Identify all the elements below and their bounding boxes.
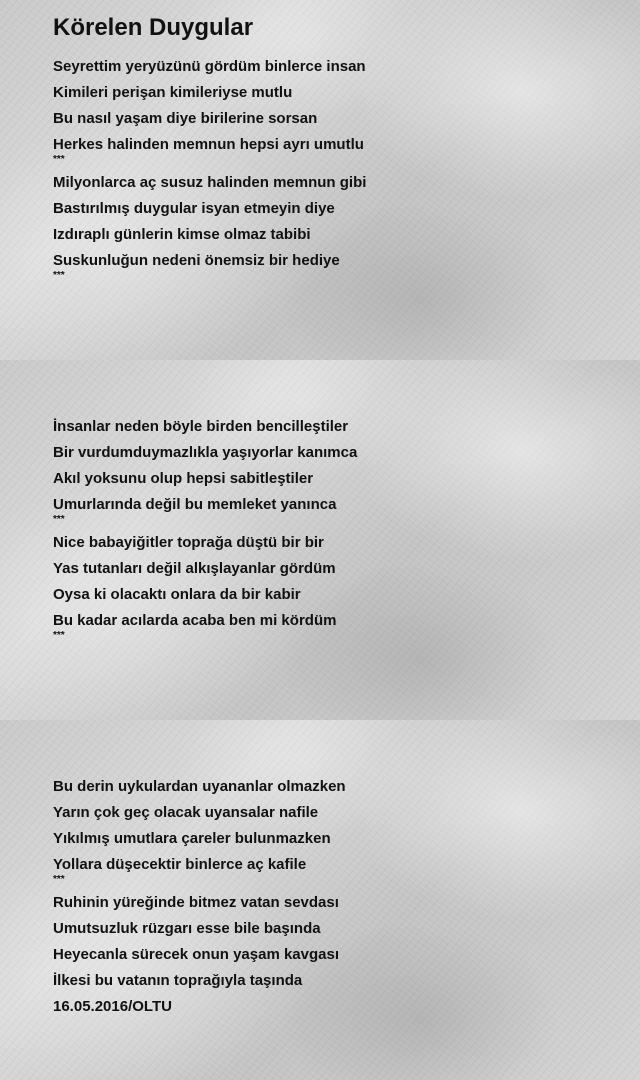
poem-panel-1 (0, 0, 640, 360)
poem-line: Bastırılmış duygular isyan etmeyin diye (53, 200, 335, 217)
poem-line: Umurlarında değil bu memleket yanınca (53, 496, 337, 513)
poem-line: Yollara düşecektir binlerce aç kafile (53, 856, 307, 873)
poem-line: Herkes halinden memnun hepsi ayrı umutlu (53, 136, 364, 153)
poem-line: Milyonlarca aç susuz halinden memnun gibi (53, 174, 367, 191)
poem-line: Bir vurdumduymazlıkla yaşıyorlar kanımca (53, 444, 358, 461)
poem-line: Suskunluğun nedeni önemsiz bir hediye (53, 252, 340, 269)
panel-3-content (53, 774, 620, 1020)
stanza-separator: *** (53, 154, 65, 165)
poem-line: Bu derin uykulardan uyananlar olmazken (53, 778, 346, 795)
poem-line: Umutsuzluk rüzgarı esse bile başında (53, 920, 321, 937)
poem-line: İnsanlar neden böyle birden bencilleştiler (53, 418, 349, 435)
poem-line: Bu nasıl yaşam diye birilerine sorsan (53, 110, 318, 127)
poem-title: Körelen Duygular (53, 14, 254, 41)
poem-line: Seyrettim yeryüzünü gördüm binlerce insan (53, 58, 366, 75)
poem-panel-3 (0, 720, 640, 1080)
poem-line: Akıl yoksunu olup hepsi sabitleştiler (53, 470, 314, 487)
poem-line: Izdıraplı günlerin kimse olmaz tabibi (53, 226, 311, 243)
poem-line: Nice babayiğitler toprağa düştü bir bir (53, 534, 324, 551)
panel-1-content (53, 14, 620, 286)
stanza-separator: *** (53, 630, 65, 641)
poem-line: Bu kadar acılarda acaba ben mi kördüm (53, 612, 337, 629)
poem-line: Yıkılmış umutlara çareler bulunmazken (53, 830, 331, 847)
stanza-separator: *** (53, 874, 65, 885)
poem-date-signature: 16.05.2016/OLTU (53, 998, 172, 1015)
poem-line: Yarın çok geç olacak uyansalar nafile (53, 804, 319, 821)
poem-line: Kimileri perişan kimileriyse mutlu (53, 84, 293, 101)
poem-line: Oysa ki olacaktı onlara da bir kabir (53, 586, 301, 603)
poem-line: Ruhinin yüreğinde bitmez vatan sevdası (53, 894, 339, 911)
stanza-separator: *** (53, 270, 65, 281)
poem-line: Heyecanla sürecek onun yaşam kavgası (53, 946, 339, 963)
poem-line: İlkesi bu vatanın toprağıyla taşında (53, 972, 303, 989)
poem-line: Yas tutanları değil alkışlayanlar gördüm (53, 560, 336, 577)
stanza-separator: *** (53, 514, 65, 525)
panel-2-content (53, 414, 620, 646)
poem-panel-2 (0, 360, 640, 720)
